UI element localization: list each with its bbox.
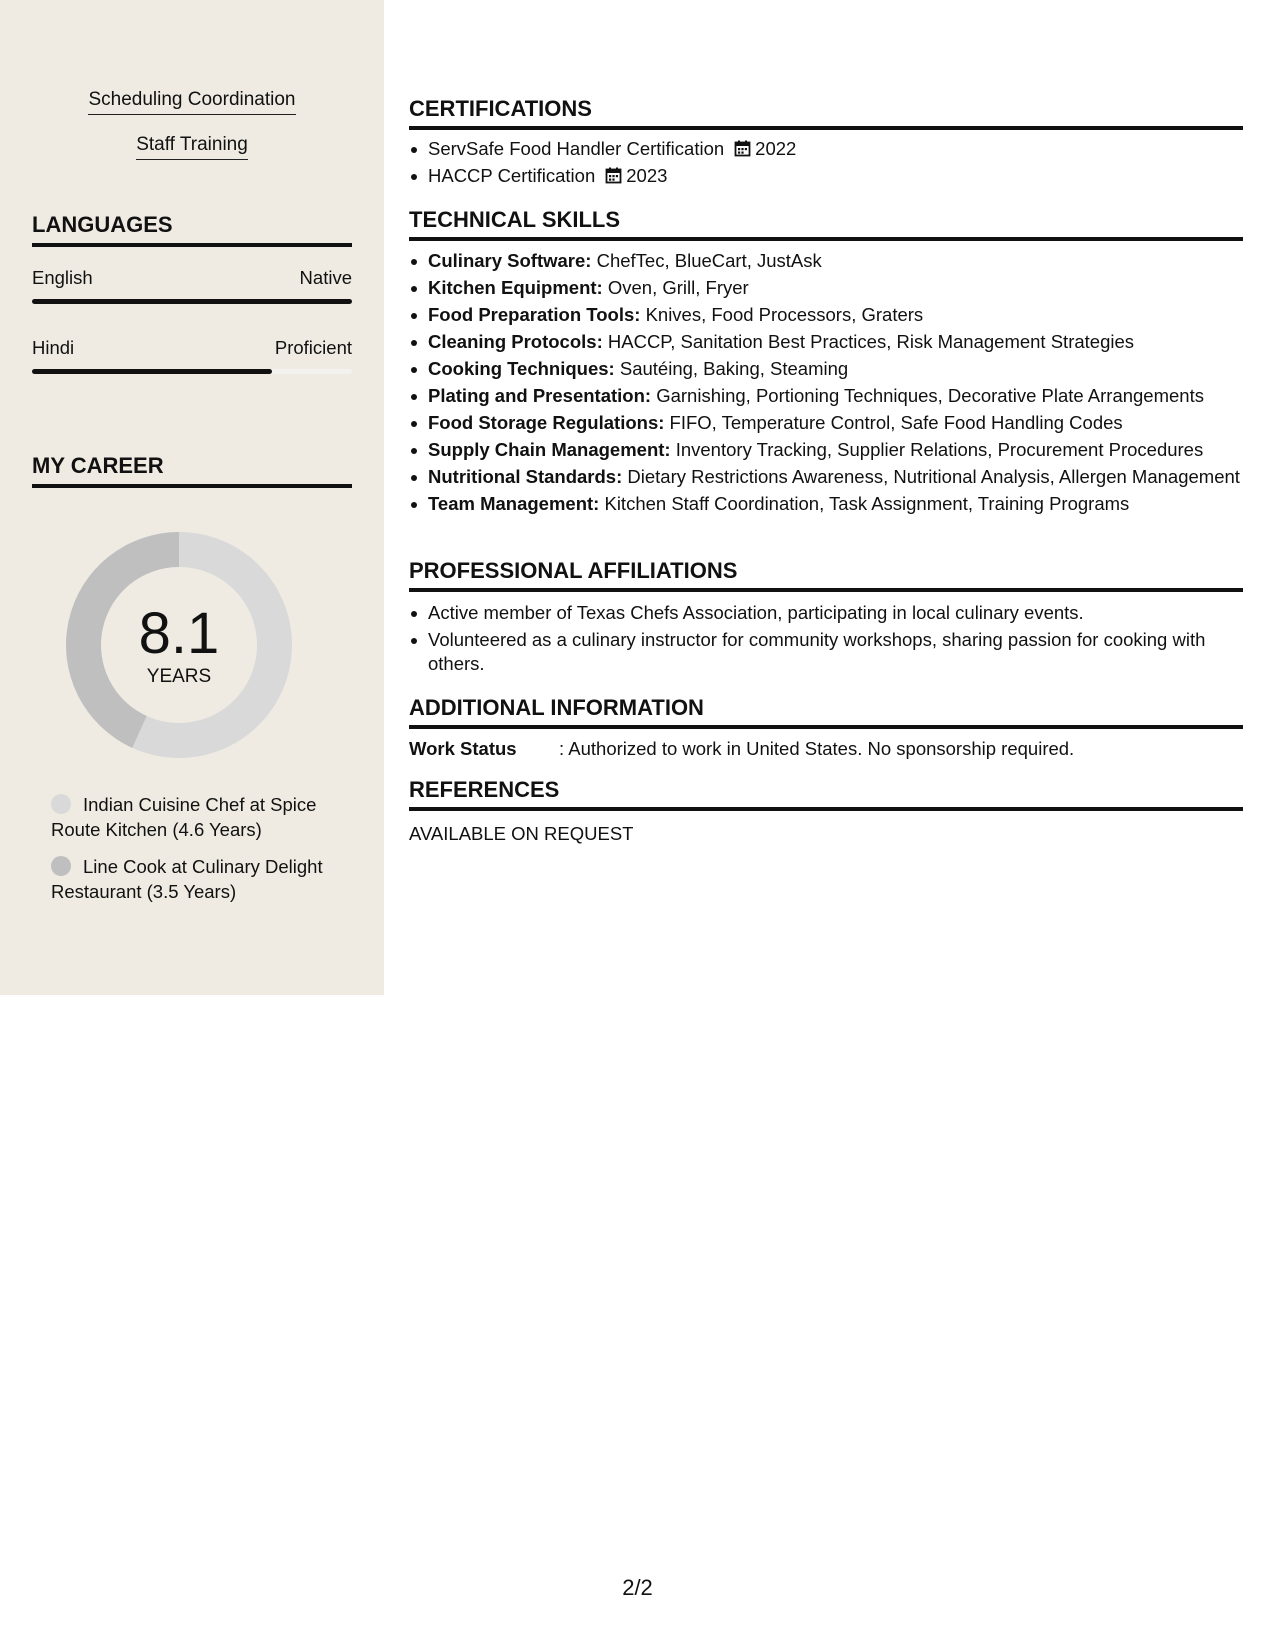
affiliation-item: Volunteered as a culinary instructor for community workshops, sharing passion for cooking with others.	[428, 628, 1262, 676]
language-name: English	[32, 267, 93, 288]
references-heading: REFERENCES	[409, 776, 1243, 811]
skill-values: Kitchen Staff Coordination, Task Assignment, Training Programs	[604, 493, 1130, 514]
certifications-heading: CERTIFICATIONS	[409, 95, 1243, 130]
skill-category: Culinary Software:	[428, 250, 592, 271]
career-years-label: YEARS	[146, 666, 212, 687]
skill-item	[428, 357, 1262, 381]
language-bar-fill	[32, 299, 352, 304]
career-legend-item	[51, 792, 341, 842]
references-text: AVAILABLE ON REQUEST	[409, 823, 634, 844]
skill-values: Inventory Tracking, Supplier Relations, Procurement Procedures	[675, 439, 1204, 460]
technical-skills-list	[409, 249, 1262, 519]
language-level: Proficient	[274, 337, 352, 358]
skill-category: Team Management:	[428, 493, 600, 514]
skill-label: Staff Training	[136, 133, 248, 160]
language-name: Hindi	[32, 337, 75, 358]
certification-year: 2022	[755, 138, 797, 159]
work-status-value: : Authorized to work in United States. No sponsorship required.	[559, 738, 1075, 759]
skill-tag	[0, 88, 384, 115]
skill-values: HACCP, Sanitation Best Practices, Risk Management Strategies	[607, 331, 1135, 352]
skill-category: Cooking Techniques:	[428, 358, 615, 379]
affiliation-item: Active member of Texas Chefs Association, participating in local culinary events.	[428, 601, 1262, 625]
career-donut-chart	[66, 532, 292, 758]
affiliations-heading: PROFESSIONAL AFFILIATIONS	[409, 557, 1243, 592]
skill-item	[428, 465, 1262, 489]
skill-values: Knives, Food Processors, Graters	[645, 304, 924, 325]
languages-heading: LANGUAGES	[32, 211, 352, 247]
certification-year: 2023	[626, 165, 668, 186]
skill-category: Nutritional Standards:	[428, 466, 623, 487]
skill-item	[428, 384, 1262, 408]
donut-center	[66, 532, 292, 758]
skill-item	[428, 249, 1262, 273]
skill-category: Supply Chain Management:	[428, 439, 671, 460]
career-legend-item	[51, 854, 341, 904]
skill-category: Plating and Presentation:	[428, 385, 652, 406]
skill-item	[428, 276, 1262, 300]
legend-dot	[51, 794, 71, 814]
sidebar	[0, 0, 384, 995]
page-number: 2/2	[622, 1575, 653, 1600]
language-level: Native	[299, 267, 352, 288]
legend-dot	[51, 856, 71, 876]
certification-item	[428, 137, 1262, 161]
skill-values: Oven, Grill, Fryer	[607, 277, 749, 298]
language-bar	[32, 369, 352, 374]
skill-item	[428, 492, 1262, 516]
career-legend-label: Line Cook at Culinary Delight Restaurant (3.5 Years)	[51, 856, 323, 902]
skill-item	[428, 411, 1262, 435]
skill-item	[428, 330, 1262, 354]
skill-values: Dietary Restrictions Awareness, Nutritional Analysis, Allergen Management	[627, 466, 1240, 487]
certification-name: HACCP Certification	[428, 165, 596, 186]
calendar-icon	[605, 167, 622, 184]
language-bar-fill	[32, 369, 272, 374]
career-legend-label: Indian Cuisine Chef at Spice Route Kitchen (4.6 Years)	[51, 794, 317, 840]
language-bar	[32, 299, 352, 304]
career-heading: MY CAREER	[32, 452, 352, 488]
skill-values: ChefTec, BlueCart, JustAsk	[596, 250, 822, 271]
certifications-list	[409, 137, 1262, 191]
skill-category: Food Preparation Tools:	[428, 304, 641, 325]
affiliations-list	[409, 601, 1262, 679]
skill-values: FIFO, Temperature Control, Safe Food Handling Codes	[669, 412, 1123, 433]
skill-item	[428, 438, 1262, 462]
additional-info-heading: ADDITIONAL INFORMATION	[409, 694, 1243, 729]
calendar-icon	[734, 140, 751, 157]
skill-values: Garnishing, Portioning Techniques, Decorative Plate Arrangements	[656, 385, 1204, 406]
skill-values: Sautéing, Baking, Steaming	[619, 358, 849, 379]
technical-skills-heading: TECHNICAL SKILLS	[409, 206, 1243, 241]
certification-name: ServSafe Food Handler Certification	[428, 138, 725, 159]
skill-category: Food Storage Regulations:	[428, 412, 665, 433]
language-row	[32, 336, 352, 360]
skill-tag	[0, 133, 384, 160]
career-total-years: 8.1	[138, 601, 220, 666]
certification-item	[428, 164, 1262, 188]
skill-category: Cleaning Protocols:	[428, 331, 603, 352]
language-row	[32, 266, 352, 290]
skill-category: Kitchen Equipment:	[428, 277, 603, 298]
work-status-label: Work Status	[409, 738, 517, 759]
skill-label: Scheduling Coordination	[88, 88, 295, 115]
skill-item	[428, 303, 1262, 327]
